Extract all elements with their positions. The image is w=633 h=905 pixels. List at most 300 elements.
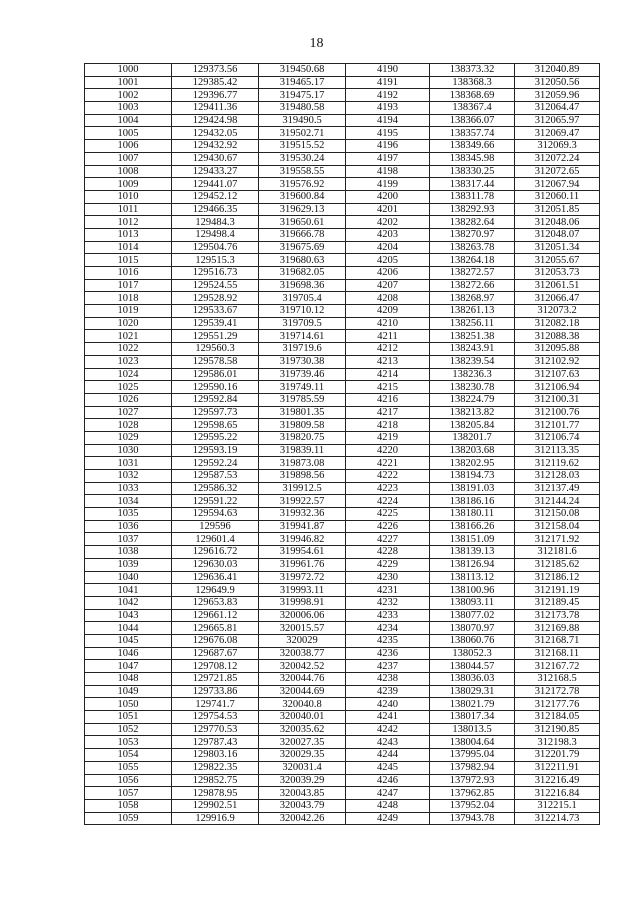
point-number-b-cell: 4248 <box>346 799 430 812</box>
point-number-b-cell: 4227 <box>346 533 430 546</box>
table-row <box>85 508 600 521</box>
y-coordinate-a-cell: 319450.68 <box>259 64 346 77</box>
point-number-b-cell: 4226 <box>346 520 430 533</box>
x-coordinate-a-cell: 129878.95 <box>172 787 259 800</box>
table-row <box>85 596 600 609</box>
x-coordinate-b-cell: 138093.11 <box>430 596 515 609</box>
x-coordinate-b-cell: 138201.7 <box>430 431 515 444</box>
point-number-b-cell: 4220 <box>346 444 430 457</box>
y-coordinate-a-cell: 320029 <box>259 634 346 647</box>
x-coordinate-b-cell: 138151.09 <box>430 533 515 546</box>
point-number-b-cell: 4200 <box>346 190 430 203</box>
y-coordinate-b-cell: 312214.73 <box>515 812 600 825</box>
x-coordinate-b-cell: 137952.04 <box>430 799 515 812</box>
point-number-a-cell: 1038 <box>85 546 172 559</box>
x-coordinate-a-cell: 129653.83 <box>172 596 259 609</box>
y-coordinate-b-cell: 312107.63 <box>515 368 600 381</box>
point-number-a-cell: 1045 <box>85 634 172 647</box>
y-coordinate-a-cell: 320027.35 <box>259 736 346 749</box>
y-coordinate-a-cell: 319666.78 <box>259 228 346 241</box>
point-number-b-cell: 4223 <box>346 482 430 495</box>
x-coordinate-b-cell: 138270.97 <box>430 228 515 241</box>
x-coordinate-a-cell: 129601.4 <box>172 533 259 546</box>
point-number-b-cell: 4212 <box>346 343 430 356</box>
y-coordinate-b-cell: 312102.92 <box>515 355 600 368</box>
y-coordinate-a-cell: 319680.63 <box>259 254 346 267</box>
x-coordinate-b-cell: 138139.13 <box>430 546 515 559</box>
x-coordinate-b-cell: 138239.54 <box>430 355 515 368</box>
x-coordinate-b-cell: 138272.57 <box>430 267 515 280</box>
point-number-b-cell: 4216 <box>346 393 430 406</box>
table-row <box>85 558 600 571</box>
table-row <box>85 774 600 787</box>
x-coordinate-a-cell: 129396.77 <box>172 89 259 102</box>
table-row <box>85 216 600 229</box>
y-coordinate-b-cell: 312048.07 <box>515 228 600 241</box>
y-coordinate-b-cell: 312172.78 <box>515 685 600 698</box>
point-number-b-cell: 4190 <box>346 64 430 77</box>
y-coordinate-a-cell: 319820.75 <box>259 431 346 444</box>
x-coordinate-a-cell: 129754.53 <box>172 711 259 724</box>
x-coordinate-a-cell: 129708.12 <box>172 660 259 673</box>
y-coordinate-a-cell: 319749.11 <box>259 381 346 394</box>
y-coordinate-a-cell: 320038.77 <box>259 647 346 660</box>
y-coordinate-a-cell: 319629.13 <box>259 203 346 216</box>
table-row <box>85 444 600 457</box>
y-coordinate-b-cell: 312069.3 <box>515 140 600 153</box>
x-coordinate-a-cell: 129630.03 <box>172 558 259 571</box>
point-number-a-cell: 1041 <box>85 584 172 597</box>
y-coordinate-b-cell: 312060.11 <box>515 190 600 203</box>
table-row <box>85 634 600 647</box>
point-number-b-cell: 4202 <box>346 216 430 229</box>
point-number-a-cell: 1029 <box>85 431 172 444</box>
x-coordinate-b-cell: 138021.79 <box>430 698 515 711</box>
point-number-a-cell: 1057 <box>85 787 172 800</box>
point-number-a-cell: 1046 <box>85 647 172 660</box>
y-coordinate-a-cell: 320044.69 <box>259 685 346 698</box>
y-coordinate-b-cell: 312072.24 <box>515 152 600 165</box>
x-coordinate-b-cell: 137972.93 <box>430 774 515 787</box>
y-coordinate-b-cell: 312048.06 <box>515 216 600 229</box>
x-coordinate-a-cell: 129587.53 <box>172 470 259 483</box>
table-row <box>85 431 600 444</box>
table-row <box>85 355 600 368</box>
x-coordinate-a-cell: 129385.42 <box>172 76 259 89</box>
x-coordinate-a-cell: 129373.56 <box>172 64 259 77</box>
y-coordinate-b-cell: 312069.47 <box>515 127 600 140</box>
point-number-b-cell: 4236 <box>346 647 430 660</box>
point-number-b-cell: 4243 <box>346 736 430 749</box>
point-number-b-cell: 4224 <box>346 495 430 508</box>
y-coordinate-b-cell: 312106.94 <box>515 381 600 394</box>
point-number-a-cell: 1056 <box>85 774 172 787</box>
point-number-b-cell: 4195 <box>346 127 430 140</box>
y-coordinate-b-cell: 312168.71 <box>515 634 600 647</box>
x-coordinate-b-cell: 138013.5 <box>430 723 515 736</box>
table-row <box>85 736 600 749</box>
point-number-a-cell: 1024 <box>85 368 172 381</box>
y-coordinate-a-cell: 320040.8 <box>259 698 346 711</box>
x-coordinate-b-cell: 138368.69 <box>430 89 515 102</box>
y-coordinate-b-cell: 312059.96 <box>515 89 600 102</box>
y-coordinate-a-cell: 319898.56 <box>259 470 346 483</box>
y-coordinate-b-cell: 312065.97 <box>515 114 600 127</box>
x-coordinate-a-cell: 129803.16 <box>172 749 259 762</box>
x-coordinate-b-cell: 138044.57 <box>430 660 515 673</box>
x-coordinate-a-cell: 129852.75 <box>172 774 259 787</box>
table-row <box>85 812 600 825</box>
table-row <box>85 330 600 343</box>
x-coordinate-b-cell: 138036.03 <box>430 673 515 686</box>
point-number-a-cell: 1034 <box>85 495 172 508</box>
point-number-a-cell: 1008 <box>85 165 172 178</box>
point-number-a-cell: 1035 <box>85 508 172 521</box>
y-coordinate-b-cell: 312067.94 <box>515 178 600 191</box>
point-number-a-cell: 1027 <box>85 406 172 419</box>
y-coordinate-b-cell: 312106.74 <box>515 431 600 444</box>
point-number-b-cell: 4230 <box>346 571 430 584</box>
y-coordinate-b-cell: 312051.85 <box>515 203 600 216</box>
table-row <box>85 152 600 165</box>
point-number-b-cell: 4241 <box>346 711 430 724</box>
point-number-a-cell: 1054 <box>85 749 172 762</box>
point-number-b-cell: 4219 <box>346 431 430 444</box>
x-coordinate-a-cell: 129498.4 <box>172 228 259 241</box>
table-row <box>85 114 600 127</box>
x-coordinate-a-cell: 129432.92 <box>172 140 259 153</box>
y-coordinate-a-cell: 320039.29 <box>259 774 346 787</box>
y-coordinate-a-cell: 319709.5 <box>259 317 346 330</box>
point-number-a-cell: 1018 <box>85 292 172 305</box>
table-row <box>85 203 600 216</box>
x-coordinate-a-cell: 129787.43 <box>172 736 259 749</box>
y-coordinate-b-cell: 312181.6 <box>515 546 600 559</box>
y-coordinate-a-cell: 319502.71 <box>259 127 346 140</box>
x-coordinate-b-cell: 138373.32 <box>430 64 515 77</box>
point-number-a-cell: 1025 <box>85 381 172 394</box>
y-coordinate-b-cell: 312101.77 <box>515 419 600 432</box>
point-number-b-cell: 4247 <box>346 787 430 800</box>
y-coordinate-a-cell: 319480.58 <box>259 102 346 115</box>
point-number-b-cell: 4197 <box>346 152 430 165</box>
y-coordinate-b-cell: 312040.89 <box>515 64 600 77</box>
point-number-b-cell: 4235 <box>346 634 430 647</box>
point-number-a-cell: 1059 <box>85 812 172 825</box>
y-coordinate-a-cell: 319730.38 <box>259 355 346 368</box>
x-coordinate-b-cell: 138263.78 <box>430 241 515 254</box>
x-coordinate-a-cell: 129441.07 <box>172 178 259 191</box>
point-number-a-cell: 1051 <box>85 711 172 724</box>
point-number-b-cell: 4194 <box>346 114 430 127</box>
point-number-a-cell: 1033 <box>85 482 172 495</box>
x-coordinate-b-cell: 138268.97 <box>430 292 515 305</box>
point-number-a-cell: 1000 <box>85 64 172 77</box>
point-number-a-cell: 1012 <box>85 216 172 229</box>
table-row <box>85 140 600 153</box>
point-number-a-cell: 1007 <box>85 152 172 165</box>
point-number-a-cell: 1044 <box>85 622 172 635</box>
x-coordinate-a-cell: 129636.41 <box>172 571 259 584</box>
x-coordinate-a-cell: 129551.29 <box>172 330 259 343</box>
point-number-a-cell: 1017 <box>85 279 172 292</box>
y-coordinate-b-cell: 312088.38 <box>515 330 600 343</box>
table-row <box>85 393 600 406</box>
table-row <box>85 723 600 736</box>
y-coordinate-a-cell: 319682.05 <box>259 267 346 280</box>
x-coordinate-a-cell: 129593.19 <box>172 444 259 457</box>
x-coordinate-b-cell: 137943.78 <box>430 812 515 825</box>
y-coordinate-a-cell: 319475.17 <box>259 89 346 102</box>
x-coordinate-a-cell: 129592.24 <box>172 457 259 470</box>
x-coordinate-b-cell: 138052.3 <box>430 647 515 660</box>
y-coordinate-a-cell: 319600.84 <box>259 190 346 203</box>
y-coordinate-a-cell: 319515.52 <box>259 140 346 153</box>
y-coordinate-b-cell: 312050.56 <box>515 76 600 89</box>
table-row <box>85 368 600 381</box>
x-coordinate-b-cell: 138186.16 <box>430 495 515 508</box>
y-coordinate-a-cell: 319912.5 <box>259 482 346 495</box>
y-coordinate-b-cell: 312144.24 <box>515 495 600 508</box>
table-row <box>85 711 600 724</box>
x-coordinate-a-cell: 129687.67 <box>172 647 259 660</box>
x-coordinate-b-cell: 138194.73 <box>430 470 515 483</box>
x-coordinate-a-cell: 129596 <box>172 520 259 533</box>
table-row <box>85 317 600 330</box>
table-row <box>85 761 600 774</box>
table-row <box>85 457 600 470</box>
point-number-b-cell: 4231 <box>346 584 430 597</box>
table-row <box>85 190 600 203</box>
point-number-a-cell: 1019 <box>85 305 172 318</box>
point-number-b-cell: 4218 <box>346 419 430 432</box>
y-coordinate-a-cell: 319465.17 <box>259 76 346 89</box>
y-coordinate-a-cell: 319873.08 <box>259 457 346 470</box>
table-row <box>85 178 600 191</box>
x-coordinate-a-cell: 129591.22 <box>172 495 259 508</box>
x-coordinate-a-cell: 129661.12 <box>172 609 259 622</box>
table-row <box>85 228 600 241</box>
y-coordinate-a-cell: 320042.26 <box>259 812 346 825</box>
x-coordinate-b-cell: 138349.66 <box>430 140 515 153</box>
point-number-a-cell: 1011 <box>85 203 172 216</box>
point-number-b-cell: 4237 <box>346 660 430 673</box>
table-row <box>85 267 600 280</box>
point-number-a-cell: 1043 <box>85 609 172 622</box>
point-number-b-cell: 4215 <box>346 381 430 394</box>
table-row <box>85 64 600 77</box>
point-number-a-cell: 1039 <box>85 558 172 571</box>
y-coordinate-b-cell: 312190.85 <box>515 723 600 736</box>
y-coordinate-b-cell: 312167.72 <box>515 660 600 673</box>
table-row <box>85 292 600 305</box>
y-coordinate-a-cell: 319839.11 <box>259 444 346 457</box>
point-number-b-cell: 4206 <box>346 267 430 280</box>
y-coordinate-a-cell: 320040.01 <box>259 711 346 724</box>
x-coordinate-a-cell: 129916.9 <box>172 812 259 825</box>
table-row <box>85 381 600 394</box>
x-coordinate-b-cell: 138317.44 <box>430 178 515 191</box>
table-row <box>85 520 600 533</box>
x-coordinate-a-cell: 129411.36 <box>172 102 259 115</box>
table-row <box>85 279 600 292</box>
x-coordinate-a-cell: 129721.85 <box>172 673 259 686</box>
x-coordinate-b-cell: 138272.66 <box>430 279 515 292</box>
y-coordinate-a-cell: 320015.57 <box>259 622 346 635</box>
point-number-a-cell: 1003 <box>85 102 172 115</box>
y-coordinate-a-cell: 319998.91 <box>259 596 346 609</box>
point-number-b-cell: 4193 <box>346 102 430 115</box>
y-coordinate-a-cell: 319785.59 <box>259 393 346 406</box>
point-number-a-cell: 1048 <box>85 673 172 686</box>
x-coordinate-b-cell: 138292.93 <box>430 203 515 216</box>
x-coordinate-b-cell: 138166.26 <box>430 520 515 533</box>
y-coordinate-b-cell: 312150.08 <box>515 508 600 521</box>
table-row <box>85 571 600 584</box>
y-coordinate-b-cell: 312211.91 <box>515 761 600 774</box>
table-row <box>85 470 600 483</box>
page-number: 18 <box>309 36 324 51</box>
point-number-b-cell: 4239 <box>346 685 430 698</box>
y-coordinate-b-cell: 312051.34 <box>515 241 600 254</box>
y-coordinate-b-cell: 312169.88 <box>515 622 600 635</box>
x-coordinate-a-cell: 129590.16 <box>172 381 259 394</box>
x-coordinate-b-cell: 138213.82 <box>430 406 515 419</box>
point-number-b-cell: 4198 <box>346 165 430 178</box>
y-coordinate-a-cell: 319705.4 <box>259 292 346 305</box>
y-coordinate-b-cell: 312198.3 <box>515 736 600 749</box>
x-coordinate-a-cell: 129586.01 <box>172 368 259 381</box>
x-coordinate-b-cell: 138017.34 <box>430 711 515 724</box>
y-coordinate-b-cell: 312053.73 <box>515 267 600 280</box>
table-row <box>85 546 600 559</box>
y-coordinate-b-cell: 312184.05 <box>515 711 600 724</box>
point-number-a-cell: 1049 <box>85 685 172 698</box>
y-coordinate-b-cell: 312201.79 <box>515 749 600 762</box>
point-number-a-cell: 1023 <box>85 355 172 368</box>
y-coordinate-a-cell: 319993.11 <box>259 584 346 597</box>
y-coordinate-a-cell: 319972.72 <box>259 571 346 584</box>
y-coordinate-a-cell: 319719.6 <box>259 343 346 356</box>
y-coordinate-a-cell: 320043.79 <box>259 799 346 812</box>
point-number-a-cell: 1058 <box>85 799 172 812</box>
table-row <box>85 343 600 356</box>
point-number-b-cell: 4204 <box>346 241 430 254</box>
y-coordinate-a-cell: 320044.76 <box>259 673 346 686</box>
point-number-b-cell: 4225 <box>346 508 430 521</box>
point-number-a-cell: 1002 <box>85 89 172 102</box>
y-coordinate-b-cell: 312061.51 <box>515 279 600 292</box>
x-coordinate-a-cell: 129733.86 <box>172 685 259 698</box>
y-coordinate-b-cell: 312215.1 <box>515 799 600 812</box>
point-number-b-cell: 4234 <box>346 622 430 635</box>
y-coordinate-a-cell: 319698.36 <box>259 279 346 292</box>
y-coordinate-a-cell: 319809.58 <box>259 419 346 432</box>
point-number-a-cell: 1006 <box>85 140 172 153</box>
y-coordinate-a-cell: 319675.69 <box>259 241 346 254</box>
point-number-b-cell: 4249 <box>346 812 430 825</box>
table-row <box>85 254 600 267</box>
point-number-b-cell: 4196 <box>346 140 430 153</box>
x-coordinate-a-cell: 129424.98 <box>172 114 259 127</box>
point-number-a-cell: 1050 <box>85 698 172 711</box>
table-row <box>85 685 600 698</box>
point-number-b-cell: 4238 <box>346 673 430 686</box>
x-coordinate-b-cell: 138224.79 <box>430 393 515 406</box>
table-row <box>85 495 600 508</box>
point-number-b-cell: 4191 <box>346 76 430 89</box>
y-coordinate-a-cell: 320043.85 <box>259 787 346 800</box>
y-coordinate-b-cell: 312128.03 <box>515 470 600 483</box>
y-coordinate-a-cell: 319941.87 <box>259 520 346 533</box>
point-number-a-cell: 1013 <box>85 228 172 241</box>
y-coordinate-b-cell: 312119.62 <box>515 457 600 470</box>
point-number-b-cell: 4203 <box>346 228 430 241</box>
point-number-b-cell: 4244 <box>346 749 430 762</box>
x-coordinate-b-cell: 138060.76 <box>430 634 515 647</box>
y-coordinate-a-cell: 319954.61 <box>259 546 346 559</box>
y-coordinate-b-cell: 312064.47 <box>515 102 600 115</box>
x-coordinate-b-cell: 138236.3 <box>430 368 515 381</box>
point-number-b-cell: 4211 <box>346 330 430 343</box>
point-number-a-cell: 1047 <box>85 660 172 673</box>
point-number-a-cell: 1052 <box>85 723 172 736</box>
table-row <box>85 660 600 673</box>
y-coordinate-b-cell: 312100.31 <box>515 393 600 406</box>
table-row <box>85 165 600 178</box>
x-coordinate-a-cell: 129452.12 <box>172 190 259 203</box>
y-coordinate-b-cell: 312168.5 <box>515 673 600 686</box>
y-coordinate-a-cell: 319922.57 <box>259 495 346 508</box>
x-coordinate-a-cell: 129902.51 <box>172 799 259 812</box>
y-coordinate-a-cell: 319932.36 <box>259 508 346 521</box>
x-coordinate-a-cell: 129649.9 <box>172 584 259 597</box>
point-number-a-cell: 1001 <box>85 76 172 89</box>
x-coordinate-b-cell: 138311.78 <box>430 190 515 203</box>
y-coordinate-b-cell: 312066.47 <box>515 292 600 305</box>
point-number-b-cell: 4217 <box>346 406 430 419</box>
point-number-a-cell: 1004 <box>85 114 172 127</box>
point-number-a-cell: 1014 <box>85 241 172 254</box>
point-number-b-cell: 4245 <box>346 761 430 774</box>
point-number-a-cell: 1055 <box>85 761 172 774</box>
point-number-a-cell: 1022 <box>85 343 172 356</box>
y-coordinate-b-cell: 312173.78 <box>515 609 600 622</box>
y-coordinate-a-cell: 320031.4 <box>259 761 346 774</box>
x-coordinate-b-cell: 138330.25 <box>430 165 515 178</box>
x-coordinate-b-cell: 138264.18 <box>430 254 515 267</box>
table-row <box>85 241 600 254</box>
point-number-b-cell: 4233 <box>346 609 430 622</box>
x-coordinate-b-cell: 138205.84 <box>430 419 515 432</box>
x-coordinate-b-cell: 138191.03 <box>430 482 515 495</box>
x-coordinate-b-cell: 138180.11 <box>430 508 515 521</box>
point-number-b-cell: 4210 <box>346 317 430 330</box>
y-coordinate-a-cell: 319739.46 <box>259 368 346 381</box>
x-coordinate-a-cell: 129594.63 <box>172 508 259 521</box>
point-number-b-cell: 4205 <box>346 254 430 267</box>
y-coordinate-a-cell: 319490.5 <box>259 114 346 127</box>
table-row <box>85 305 600 318</box>
table-row <box>85 799 600 812</box>
y-coordinate-b-cell: 312055.67 <box>515 254 600 267</box>
point-number-a-cell: 1040 <box>85 571 172 584</box>
point-number-b-cell: 4209 <box>346 305 430 318</box>
table-row <box>85 482 600 495</box>
point-number-b-cell: 4221 <box>346 457 430 470</box>
x-coordinate-a-cell: 129528.92 <box>172 292 259 305</box>
table-row <box>85 406 600 419</box>
